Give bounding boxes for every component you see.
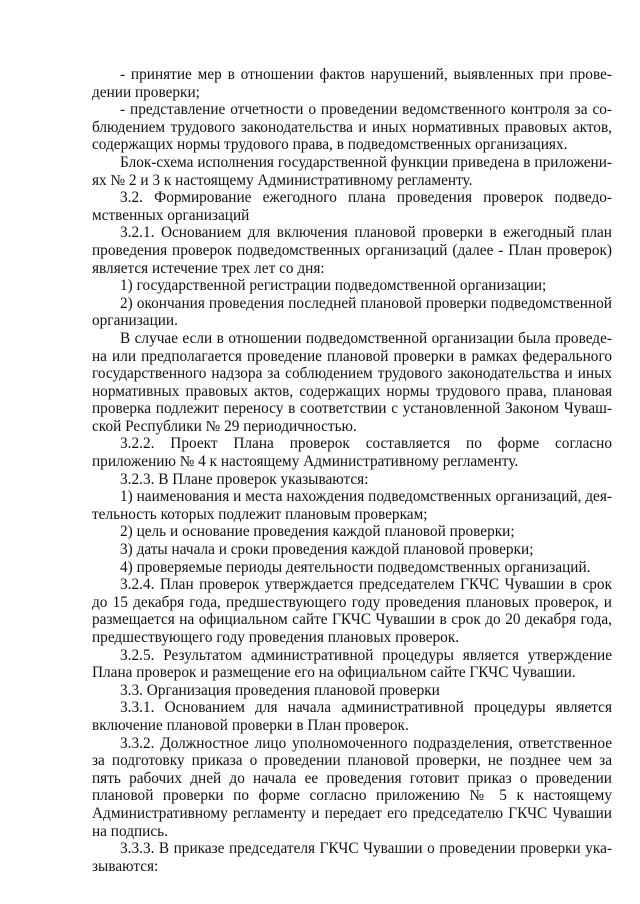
paragraph: Блок-схема исполнения государственной функции приведена в приложениях № 2 и 3 к настоящему Административному регламенту. [92,153,612,189]
paragraph: - принятие мер в отношении фактов нарушений, выявленных при проведении проверки; [92,66,612,101]
paragraph: 3.3.3. В приказе председателя ГКЧС Чувашии о проведении проверки указываются: [92,840,612,875]
paragraph: В случае если в отношении подведомственной организации была проведена или предполагается проведение плановой проверки в рамках федерального государственного надзора за соблюдением трудового законодательства и иных нормативных правовых актов, содержащих нормы трудового права, плановая проверка подлежит переносу в соответствии с установленной Законом Чувашской Республики № 29 периодичностью. [92,329,612,435]
document-page [92,66,612,875]
list-item: 3) даты начала и сроки проведения каждой плановой проверки; [120,541,534,559]
paragraph: - представление отчетности о проведении ведомственного контроля за соблюдением трудового законодательства и иных нормативных правовых актов, содержащих нормы трудового права, в подведомственных организациях. [92,101,612,154]
list-item: 1) наименования и места нахождения подведомственных организаций, деятельность которых подлежит плановым проверкам; [92,488,612,523]
section-heading: 3.3. Организация проведения плановой проверки [120,681,440,699]
paragraph: 3.2.1. Основанием для включения плановой проверки в ежегодный план проведения проверок подведомственных организаций (далее - План проверок) является истечение трех лет со дня: [92,224,612,277]
paragraph: 3.2.2. Проект Плана проверок составляется по форме согласно приложению № 4 к настоящему Административному регламенту. [92,435,612,471]
list-item: 2) цель и основание проведения каждой плановой проверки; [120,523,515,541]
list-item: 4) проверяемые периоды деятельности подведомственных организаций. [120,558,591,576]
paragraph: 3.2.3. В Плане проверок указываются: [120,470,369,488]
paragraph: 3.3.1. Основанием для начала административной процедуры является включение плановой проверки в План проверок. [92,699,612,734]
list-item: 2) окончания проведения последней плановой проверки подведомственной организации. [92,294,612,330]
paragraph: 3.2.4. План проверок утверждается председателем ГКЧС Чувашии в срок до 15 декабря года, предшествующего году проведения плановых проверок, и размещается на официальном сайте ГКЧС Чувашии в срок до 20 декабря года, предшествующего году проведения плановых проверок. [92,576,612,646]
list-item: 1) государственной регистрации подведомственной организации; [120,277,547,295]
paragraph: 3.3.2. Должностное лицо уполномоченного подразделения, ответственное за подготовку приказа о проведении плановой проверки, не позднее чем за пять рабочих дней до начала ее проведения готовит приказ о проведении плановой проверки по форме согласно приложению № 5 к настоящему Административному регламенту и передает его председателю ГКЧС Чувашии на подпись. [92,734,612,840]
section-heading: 3.2. Формирование ежегодного плана проведения проверок подведомственных организаций [92,189,612,224]
paragraph: 3.2.5. Результатом административной процедуры является утверждение Плана проверок и размещение его на официальном сайте ГКЧС Чувашии. [92,646,612,682]
